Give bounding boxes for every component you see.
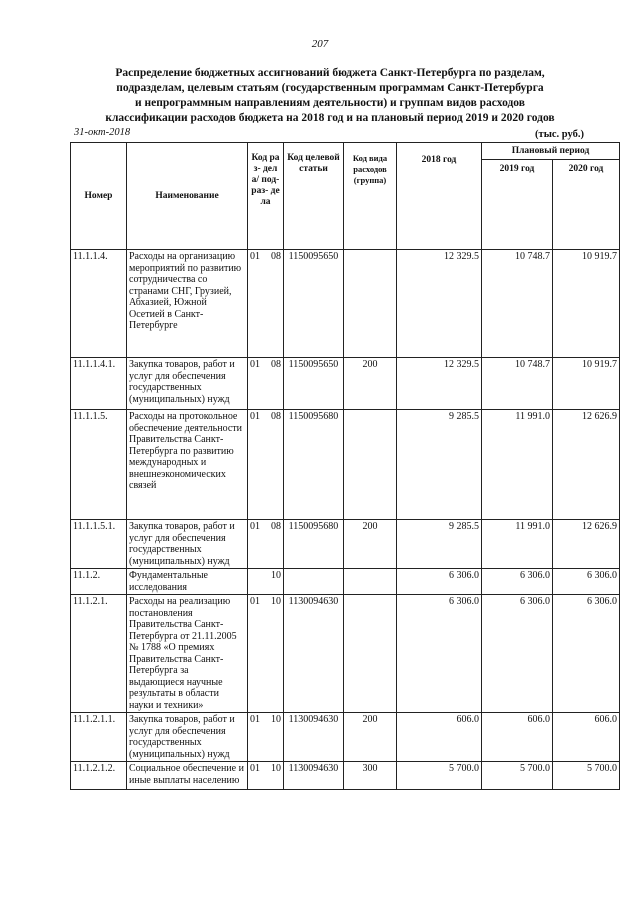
subsection-code: 08 — [271, 521, 281, 532]
row-expense-code — [344, 410, 397, 520]
row-target-code — [284, 569, 344, 595]
row-name: Социальное обеспечение и иные выплаты населению — [127, 762, 248, 790]
row-value-2018: 6 306.0 — [397, 569, 482, 595]
header-section: Код раз- дела/ под- раз- дела — [248, 143, 284, 250]
row-number: 11.1.1.5.1. — [71, 520, 127, 569]
row-value-2020: 606.0 — [553, 713, 620, 762]
section-code: 01 — [250, 411, 260, 422]
row-value-2019: 6 306.0 — [482, 569, 553, 595]
row-expense-code — [344, 569, 397, 595]
units-label: (тыс. руб.) — [535, 129, 584, 140]
budget-table — [70, 142, 620, 790]
table-row — [71, 762, 620, 790]
row-section-code — [248, 569, 284, 595]
section-code: 01 — [250, 521, 260, 532]
section-code: 01 — [250, 763, 260, 774]
row-target-code: 1130094630 — [284, 713, 344, 762]
row-section-code — [248, 595, 284, 713]
row-value-2018: 5 700.0 — [397, 762, 482, 790]
row-number: 11.1.2.1.1. — [71, 713, 127, 762]
row-value-2019: 11 991.0 — [482, 410, 553, 520]
row-value-2020: 6 306.0 — [553, 569, 620, 595]
row-value-2019: 5 700.0 — [482, 762, 553, 790]
row-name: Закупка товаров, работ и услуг для обеспечения государственных (муниципальных) нужд — [127, 358, 248, 410]
table-row — [71, 713, 620, 762]
row-expense-code — [344, 595, 397, 713]
row-target-code: 1150095650 — [284, 358, 344, 410]
subsection-code: 10 — [271, 570, 281, 581]
section-code: 01 — [250, 596, 260, 607]
row-section-code — [248, 762, 284, 790]
row-name: Расходы на реализацию постановления Правительства Санкт-Петербурга от 21.11.2005 № 1788 «О премиях Правительства Санкт-Петербурга за выдающиеся научные результаты в области науки и техники» — [127, 595, 248, 713]
subsection-code: 08 — [271, 251, 281, 262]
header-2019: 2019 год — [482, 160, 553, 250]
document-date: 31-окт-2018 — [74, 127, 131, 138]
row-target-code: 1150095680 — [284, 520, 344, 569]
row-value-2019: 10 748.7 — [482, 358, 553, 410]
row-target-code: 1150095650 — [284, 250, 344, 358]
page-number: 207 — [311, 38, 329, 50]
header-name: Наименование — [127, 143, 248, 250]
row-name: Фундаментальные исследования — [127, 569, 248, 595]
row-value-2018: 9 285.5 — [397, 520, 482, 569]
row-value-2018: 9 285.5 — [397, 410, 482, 520]
row-expense-code: 200 — [344, 520, 397, 569]
row-expense-code: 200 — [344, 713, 397, 762]
row-section-code — [248, 250, 284, 358]
header-2020: 2020 год — [553, 160, 620, 250]
section-code: 01 — [250, 359, 260, 370]
row-target-code: 1130094630 — [284, 762, 344, 790]
row-number: 11.1.2. — [71, 569, 127, 595]
subsection-code: 08 — [271, 411, 281, 422]
row-number: 11.1.1.5. — [71, 410, 127, 520]
header-target: Код целевой статьи — [284, 143, 344, 250]
section-code: 01 — [250, 714, 260, 725]
title-line: классификации расходов бюджета на 2018 год и на плановый период 2019 и 2020 годов — [105, 112, 555, 124]
row-value-2020: 10 919.7 — [553, 358, 620, 410]
row-section-code — [248, 410, 284, 520]
subsection-code: 10 — [271, 596, 281, 607]
title-line: и непрограммным направлениям деятельности) и группам видов расходов — [135, 97, 525, 109]
document-title — [70, 66, 590, 126]
row-name: Расходы на организацию мероприятий по развитию сотрудничества со странами СНГ, Грузией, Абхазией, Южной Осетией в Санкт-Петербурге — [127, 250, 248, 358]
table-row — [71, 410, 620, 520]
row-value-2018: 12 329.5 — [397, 250, 482, 358]
header-number: Номер — [71, 143, 127, 250]
row-expense-code: 200 — [344, 358, 397, 410]
header-expense-type: Код вида расходов (группа) — [344, 143, 397, 250]
row-name: Закупка товаров, работ и услуг для обеспечения государственных (муниципальных) нужд — [127, 520, 248, 569]
header-planned-period: Плановый период — [482, 143, 620, 160]
table-row — [71, 358, 620, 410]
row-value-2020: 10 919.7 — [553, 250, 620, 358]
row-target-code: 1130094630 — [284, 595, 344, 713]
row-expense-code: 300 — [344, 762, 397, 790]
subsection-code: 10 — [271, 714, 281, 725]
title-line: подразделам, целевым статьям (государственным программам Санкт-Петербурга — [116, 82, 544, 94]
subsection-code: 08 — [271, 359, 281, 370]
header-2018: 2018 год — [397, 143, 482, 250]
table-row — [71, 569, 620, 595]
row-section-code — [248, 358, 284, 410]
row-value-2019: 6 306.0 — [482, 595, 553, 713]
subsection-code: 10 — [271, 763, 281, 774]
row-value-2019: 11 991.0 — [482, 520, 553, 569]
row-value-2020: 6 306.0 — [553, 595, 620, 713]
row-value-2020: 12 626.9 — [553, 410, 620, 520]
row-value-2020: 12 626.9 — [553, 520, 620, 569]
row-value-2020: 5 700.0 — [553, 762, 620, 790]
row-section-code — [248, 520, 284, 569]
row-name: Закупка товаров, работ и услуг для обеспечения государственных (муниципальных) нужд — [127, 713, 248, 762]
row-number: 11.1.1.4. — [71, 250, 127, 358]
row-number: 11.1.1.4.1. — [71, 358, 127, 410]
row-value-2019: 10 748.7 — [482, 250, 553, 358]
table-row — [71, 595, 620, 713]
table-row — [71, 520, 620, 569]
row-number: 11.1.2.1.2. — [71, 762, 127, 790]
row-value-2018: 6 306.0 — [397, 595, 482, 713]
row-expense-code — [344, 250, 397, 358]
row-value-2018: 606.0 — [397, 713, 482, 762]
row-name: Расходы на протокольное обеспечение деятельности Правительства Санкт-Петербурга по развитию международных и внешнеэкономических связей — [127, 410, 248, 520]
row-number: 11.1.2.1. — [71, 595, 127, 713]
table-row — [71, 250, 620, 358]
row-value-2018: 12 329.5 — [397, 358, 482, 410]
section-code: 01 — [250, 251, 260, 262]
title-line: Распределение бюджетных ассигнований бюджета Санкт-Петербурга по разделам, — [115, 67, 545, 79]
row-target-code: 1150095680 — [284, 410, 344, 520]
row-section-code — [248, 713, 284, 762]
row-value-2019: 606.0 — [482, 713, 553, 762]
